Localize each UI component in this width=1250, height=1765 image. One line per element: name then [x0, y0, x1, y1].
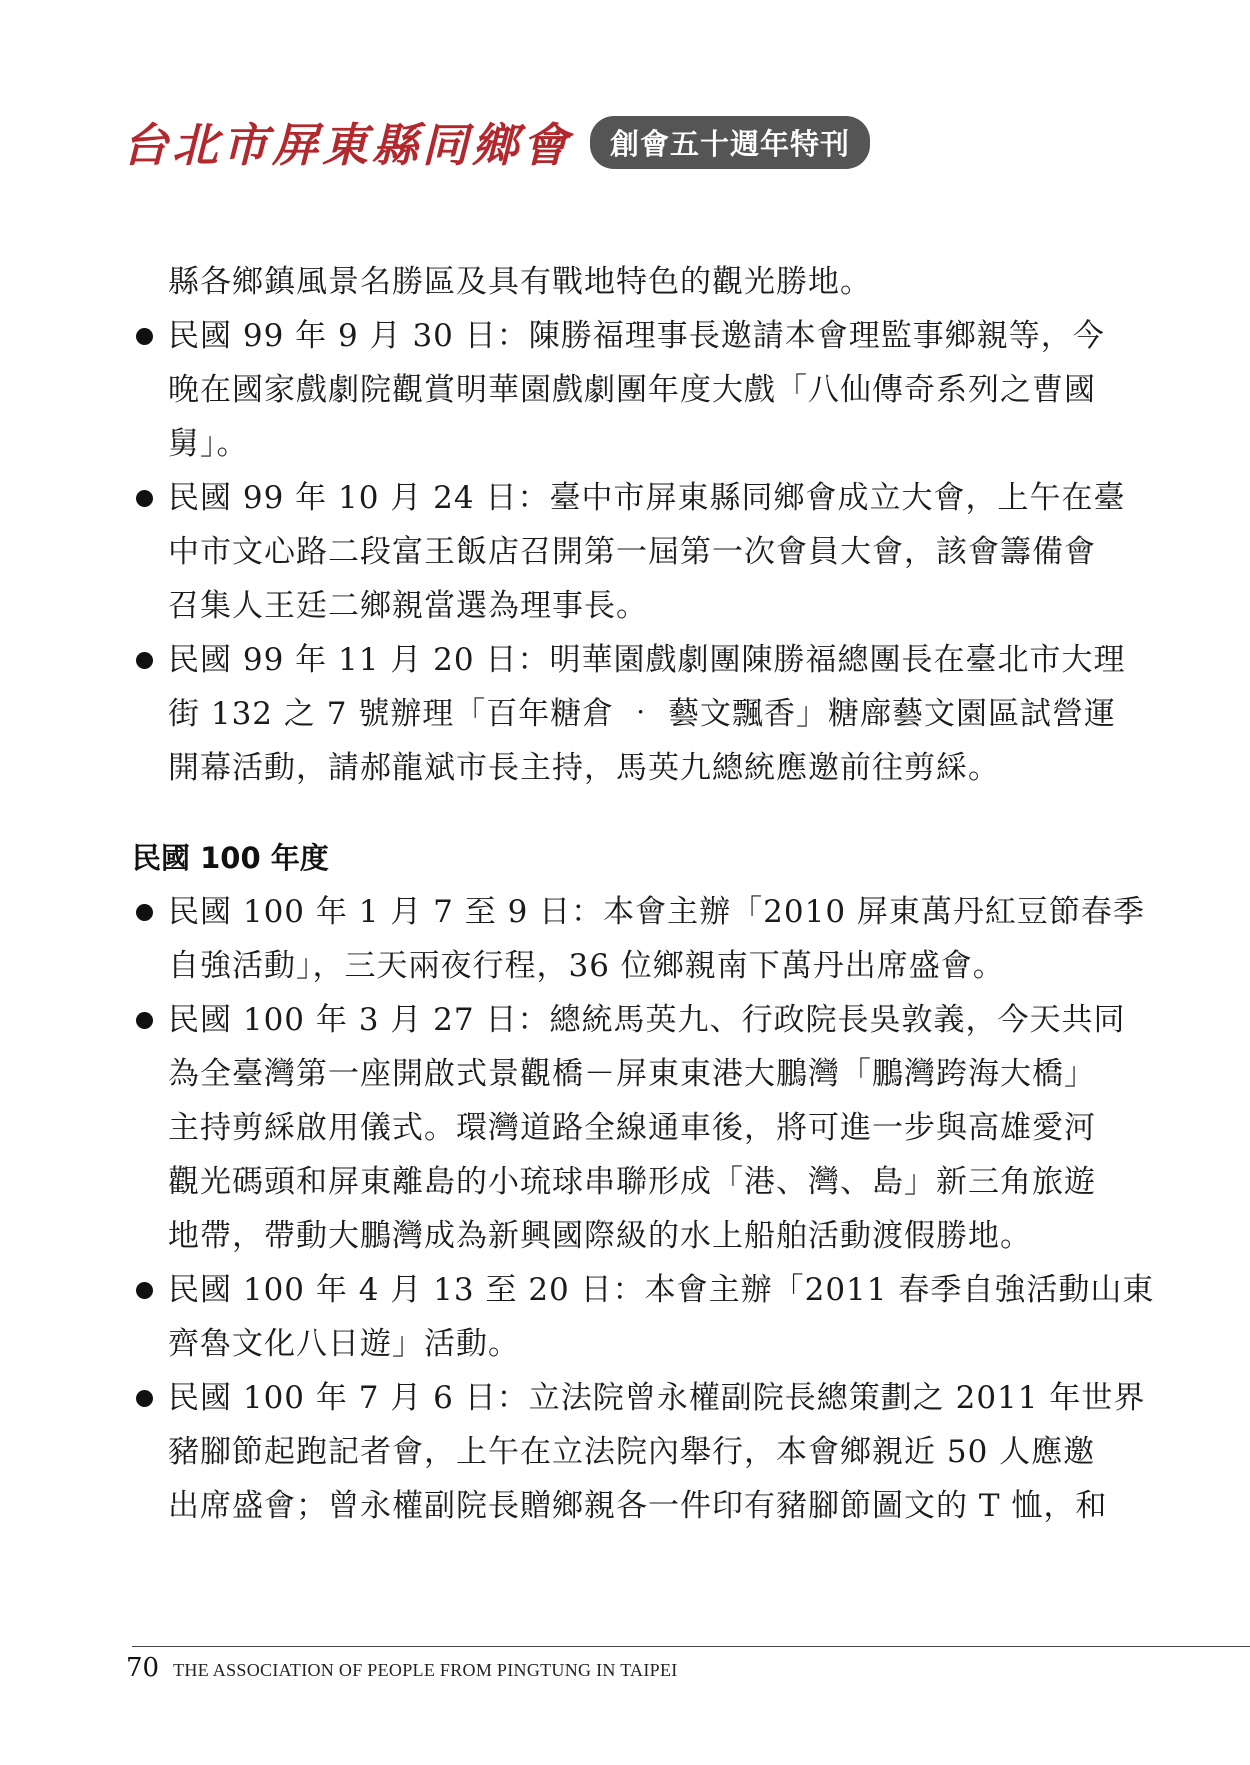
bullet-icon [136, 328, 153, 345]
list-item [132, 993, 1126, 1263]
text-line: 民國 99 年 11 月 20 日：明華園戲劇團陳勝福總團長在臺北市大理 [132, 633, 1112, 687]
list-item [132, 1371, 1146, 1533]
bullet-icon [136, 1282, 153, 1299]
text-line: 豬腳節起跑記者會，上午在立法院內舉行，本會鄉親近 50 人應邀 [168, 1434, 1096, 1470]
text-line: 民國 100 年 7 月 6 日：立法院曾永權副院長總策劃之 2011 年世界 [132, 1371, 1112, 1425]
footer-text: THE ASSOCIATION OF PEOPLE FROM PINGTUNG IN TAIPEI [173, 1660, 678, 1680]
text-line: 為全臺灣第一座開啟式景觀橋－屏東東港大鵬灣「鵬灣跨海大橋」 [168, 1056, 1096, 1092]
text-line: 齊魯文化八日遊」活動。 [168, 1326, 520, 1362]
bullet-icon [136, 1390, 153, 1407]
text-line: 民國 100 年 3 月 27 日：總統馬英九、行政院長吳敦義，今天共同 [132, 993, 1112, 1047]
text-line: 晚在國家戲劇院觀賞明華園戲劇團年度大戲「八仙傳奇系列之曹國 [168, 372, 1096, 408]
bullet-icon [136, 652, 153, 669]
text-line: 民國 99 年 10 月 24 日：臺中市屏東縣同鄉會成立大會，上午在臺 [132, 471, 1112, 525]
text-line: 自強活動」，三天兩夜行程，36 位鄉親南下萬丹出席盛會。 [168, 948, 1005, 984]
continuation-paragraph [132, 255, 1112, 309]
list-item [132, 309, 1112, 471]
text-line: 主持剪綵啟用儀式。環灣道路全線通車後，將可進一步與高雄愛河 [168, 1110, 1096, 1146]
text-line: 縣各鄉鎮風景名勝區及具有戰地特色的觀光勝地。 [168, 264, 872, 300]
list-item [132, 471, 1126, 633]
event-list-99 [132, 309, 1126, 795]
text-line: 民國 100 年 1 月 7 至 9 日：本會主辦「2010 屏東萬丹紅豆節春季 [132, 885, 1112, 939]
bullet-icon [136, 904, 153, 921]
text-line: 民國 100 年 4 月 13 至 20 日：本會主辦「2011 春季自強活動山東 [132, 1263, 1112, 1317]
section-title: 民國 100 年度 [132, 841, 329, 875]
text-line: 中市文心路二段富王飯店召開第一屆第一次會員大會，該會籌備會 [168, 534, 1096, 570]
text-line: 地帶，帶動大鵬灣成為新興國際級的水上船舶活動渡假勝地。 [168, 1218, 1032, 1254]
text-line: 召集人王廷二鄉親當選為理事長。 [168, 588, 648, 624]
list-item [132, 1263, 1155, 1371]
text-line: 民國 99 年 9 月 30 日：陳勝福理事長邀請本會理監事鄉親等，今 [132, 309, 1112, 363]
text-line: 舅」。 [168, 426, 249, 462]
page-number: 70 [126, 1653, 160, 1683]
text-line: 開幕活動，請郝龍斌市長主持，馬英九總統應邀前往剪綵。 [168, 750, 1000, 786]
main-content [132, 255, 1155, 1533]
footer-divider [132, 1646, 1250, 1647]
text-line: 觀光碼頭和屏東離島的小琉球串聯形成「港、灣、島」新三角旅遊 [168, 1164, 1096, 1200]
event-list-100 [132, 885, 1155, 1533]
org-name-logo: 台北市屏東縣同鄉會 [122, 118, 572, 172]
bullet-icon [136, 490, 153, 507]
text-line: 出席盛會；曾永權副院長贈鄉親各一件印有豬腳節圖文的 T 恤，和 [168, 1488, 1108, 1524]
list-item [132, 633, 1126, 795]
text-line: 街 132 之 7 號辦理「百年糖倉 ‧ 藝文飄香」糖廍藝文園區試營運 [168, 696, 1117, 732]
anniversary-badge: 創會五十週年特刊 [590, 116, 870, 169]
list-item [132, 885, 1145, 993]
bullet-icon [136, 1012, 153, 1029]
page-header [122, 112, 870, 172]
page-footer [126, 1653, 678, 1683]
